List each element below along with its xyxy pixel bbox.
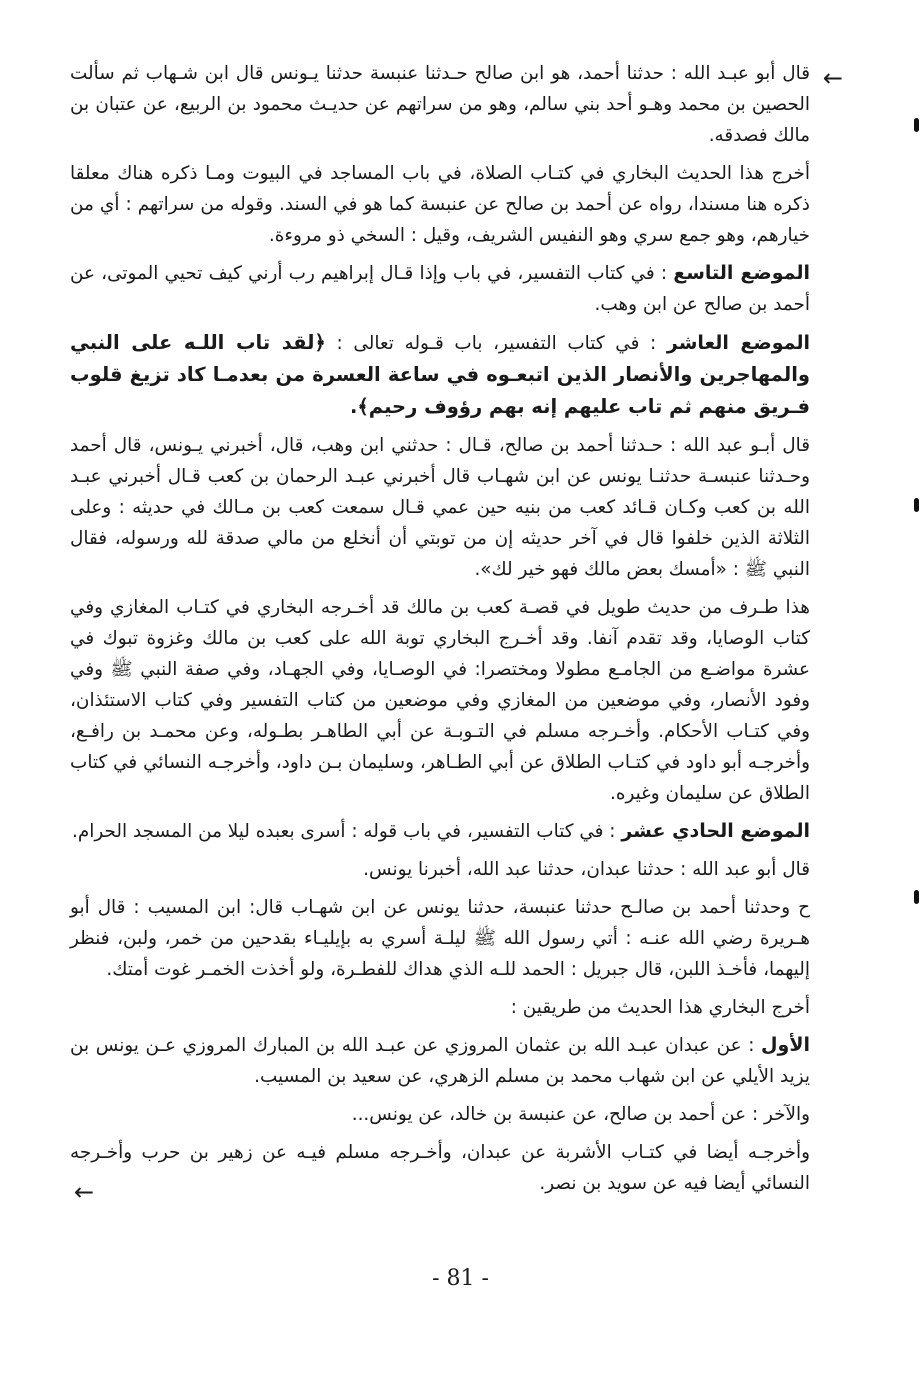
paragraph-6: هذا طـرف من حديث طويل في قصـة كعب بن مالك قد أخـرجه البخاري في كتـاب المغازي وفي كتاب الوصايا، وقد تقدم آنفا. وقد أخـرج البخاري توبة الله على كعب بن مالك وغزوة تبوك في عشرة مواضـع من الجامـع مطولا ومختصرا: في الوصـايا، وفي الجهـاد، وفي صفة النبي ﷺ وفي وفود الأنصار، وفي موضعين من المغازي وفي موضعين من كتاب التفسير وفي كتاب الاستئذان، وفي كتـاب الأحكام. وأخـرجه مسلم في التـوبـة عن أبي الطاهـر بطـوله، وعن محمـد بن رافـع، وأخرجـه أبو داود في كتـاب الطلاق عن أبي الطـاهر، وسليمان بـن داود، وأخرجـه النسائي في كتاب الطلاق عن سليمان وغيره.: [70, 597, 810, 804]
paragraph-1: قال أبو عبـد الله : حدثنا أحمد، هو ابن صالح حـدثنا عنبسة حدثنا يـونس قال ابن شـهاب ثم سألت الحصين بن محمد وهـو أحد بني سالم، وهو من سراتهم عن حديـث محمود بن الربيع، عن عتبان بن مالك فصدقه.: [70, 63, 810, 146]
section-heading-ninth: الموضع التاسع: [673, 262, 811, 284]
continuation-arrow-top: ←: [822, 64, 843, 92]
section-heading-eleventh: الموضع الحادي عشر: [621, 820, 810, 842]
section-text-ninth: : في كتاب التفسير، في باب وإذا قـال إبراهيم رب أرني كيف تحيي الموتى، عن أحمد بن صالح عن ابن وهب.: [70, 263, 810, 315]
section-heading-tenth: الموضع العاشر: [666, 332, 811, 354]
paragraph-10: أخرج البخاري هذا الحديث من طريقين :: [510, 997, 810, 1018]
page-body: [70, 58, 810, 1206]
paragraph-9: ح وحدثنا أحمد بن صالـح حدثنا عنبسة، حدثنا يونس عن ابن شهـاب قال: ابن المسيب : قال أبو هـريرة رضي الله عنـه : أتي رسول الله ﷺ ليلـة أسري به بإيليـاء بقدحين من خمر، ولبن، فنظر إليهما، فأخـذ اللبن، قال جبريل : الحمد للـه الذي هداك للفطـرة، ولو أخذت الخمـر غوت أمتك.: [70, 897, 810, 980]
section-tenth: [70, 327, 810, 423]
paragraph-5: قال أبـو عبد الله : حـدثنا أحمد بن صالح، قـال : حدثني ابن وهب، قال، أخبرني يـونس، قال أحمد وحـدثنا عنبسـة حدثنـا يونس عن ابن شهـاب قال أخبرني عبـد الرحمان بن كعب قـال أخبرني عبـد الله بن كعب وكـان قـائد كعب من بنيه حين عمي قـال سمعت كعب بن مـالك في حديثه : وعلى الثلاثة الذين خلفوا قال في آخر حديثه إن من توبتي أن أنخلع من مالي صدقة لله ورسوله، فقال النبي ﷺ : «أمسك بعض مالك فهو خير لك».: [70, 435, 810, 580]
paragraph-13: وأخرجـه أيضا في كتـاب الأشربة عن عبدان، وأخـرجه مسلم فيـه عن زهير بن حرب وأخـرجه النسائي أيضا فيه عن سويد بن نصر.: [70, 1142, 810, 1194]
route-first: [70, 1030, 810, 1092]
page-number: - 81 -: [432, 1266, 489, 1291]
scan-edge-mark: [914, 498, 919, 512]
section-ninth: [70, 258, 810, 320]
section-text-tenth: : في كتاب التفسير، باب قـوله تعالى :: [325, 333, 667, 354]
route-first-label: الأول: [761, 1034, 810, 1056]
continuation-arrow-bottom: ←: [74, 1178, 95, 1206]
scan-edge-mark: [914, 890, 919, 904]
route-first-text: : عن عبدان عبـد الله بن عثمان المروزي عن عبـد الله بن المبارك المروزي عـن يونس بن يزيد الأيلي عن ابن شهاب محمد بن مسلم الزهري، عن سعيد بن المسيب.: [70, 1035, 810, 1087]
scan-edge-mark: [914, 118, 919, 132]
section-text-eleventh: : في كتاب التفسير، في باب قوله : أسرى بعبده ليلا من المسجد الحرام.: [72, 821, 622, 842]
paragraph-8: قال أبو عبد الله : حدثنا عبدان، حدثنا عبد الله، أخبرنا يونس.: [363, 859, 810, 880]
section-eleventh: [70, 816, 810, 847]
route-second: والآخر : عن أحمد بن صالح، عن عنبسة بن خالد، عن يونس...: [351, 1104, 810, 1125]
quran-verse: ﴿لقد تاب اللـه على النبي والمهاجرين والأنصار الذين اتبعـوه في ساعة العسرة من بعدمـا كاد تزيغ قلوب فـريق منهم ثم تاب عليهم إنه بهم رؤوف رحيم﴾.: [70, 331, 810, 418]
paragraph-2: أخرج هذا الحديث البخاري في كتـاب الصلاة، في باب المساجد في البيوت ومـا ذكره هناك معلقا ذكره هنا مسندا، رواه عن أحمد بن صالح عن عنبسة كما هو في السند. وقوله من سراتهم : أي من خيارهم، وهو جمع سري وهو النفيس الشريف، وقيل : السخي ذو مروءة.: [70, 163, 810, 246]
